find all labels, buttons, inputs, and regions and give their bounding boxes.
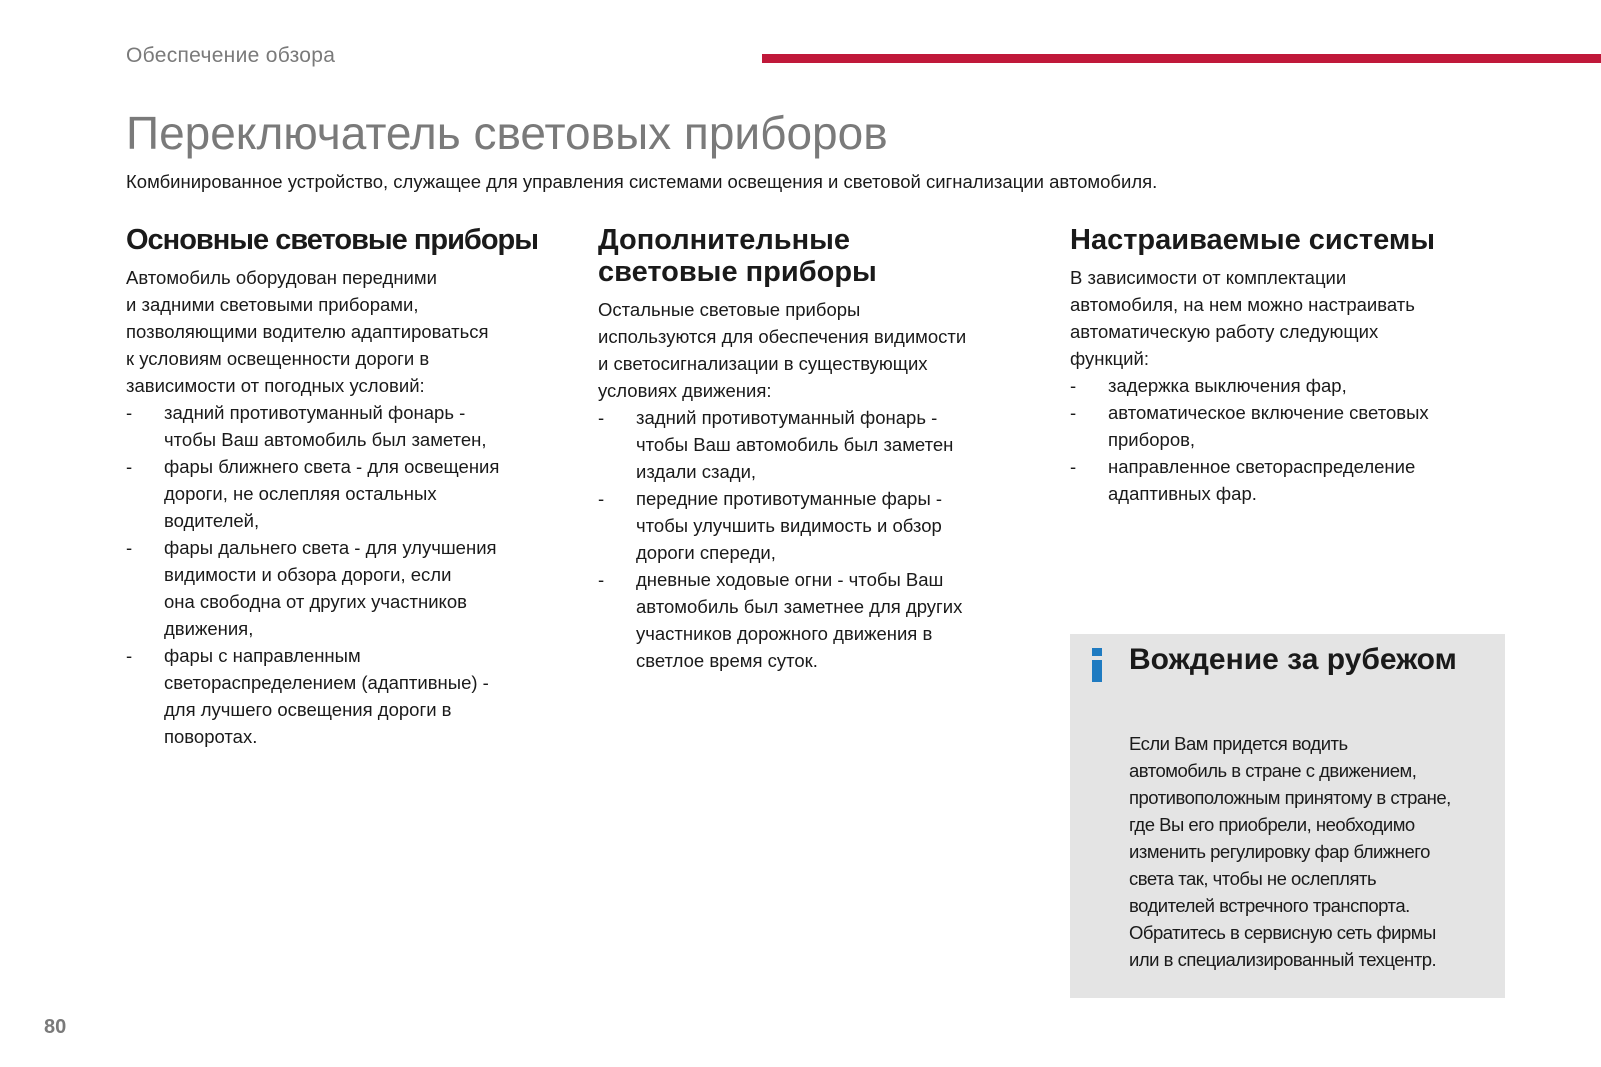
- column-paragraph: [598, 296, 1038, 404]
- list-item-line: видимости и обзора дороги, если: [164, 564, 452, 585]
- list-item-text: [164, 402, 487, 450]
- list-item-line: чтобы Ваш автомобиль был заметен,: [164, 429, 487, 450]
- dash-bullet: -: [126, 645, 133, 666]
- list-item-line: для лучшего освещения дороги в: [164, 699, 452, 720]
- column-heading: [598, 224, 1038, 288]
- list-item-text: [1108, 402, 1429, 450]
- list-item: [126, 453, 566, 534]
- paragraph-line: В зависимости от комплектации: [1070, 267, 1347, 288]
- list-item-text: [1108, 375, 1347, 396]
- info-text-line: света так, чтобы не ослеплять: [1129, 868, 1377, 889]
- paragraph-line: и задними световыми приборами,: [126, 294, 419, 315]
- list-item-text: [636, 569, 962, 671]
- list-item-line: задний противотуманный фонарь -: [636, 407, 938, 428]
- heading-line: Основные световые приборы: [126, 224, 539, 256]
- list-item: [1070, 372, 1510, 399]
- list-item-line: дороги, не ослепляя остальных: [164, 483, 437, 504]
- info-text-line: противоположным принятому в стране,: [1129, 787, 1451, 808]
- header-accent-bar: [762, 54, 1601, 63]
- paragraph-line: автоматическую работу следующих: [1070, 321, 1379, 342]
- intro-text: Комбинированное устройство, служащее для управления системами освещения и световой сигнализации автомобиля.: [126, 171, 1158, 192]
- info-box-title: Вождение за рубежом: [1129, 643, 1457, 676]
- list-item: [1070, 453, 1510, 507]
- list-item-line: чтобы улучшить видимость и обзор: [636, 515, 942, 536]
- list-item-line: передние противотуманные фары -: [636, 488, 943, 509]
- list-item: [598, 566, 1038, 674]
- column-additional-lights: [598, 224, 1038, 674]
- list-item-line: фары дальнего света - для улучшения: [164, 537, 497, 558]
- list-item-line: дороги спереди,: [636, 542, 776, 563]
- section-label: Обеспечение обзора: [126, 44, 336, 67]
- list-item-line: задержка выключения фар,: [1108, 375, 1347, 396]
- paragraph-line: и светосигнализации в существующих: [598, 353, 928, 374]
- column-list: [1070, 372, 1510, 507]
- list-item-text: [164, 456, 499, 531]
- list-item-line: дневные ходовые огни - чтобы Ваш: [636, 569, 944, 590]
- paragraph-line: к условиям освещенности дороги в: [126, 348, 430, 369]
- column-paragraph: [126, 264, 566, 399]
- list-item: [126, 642, 566, 750]
- list-item-line: задний противотуманный фонарь -: [164, 402, 466, 423]
- list-item-line: поворотах.: [164, 726, 258, 747]
- list-item-text: [164, 537, 497, 639]
- list-item-line: чтобы Ваш автомобиль был заметен: [636, 434, 954, 455]
- list-item: [126, 399, 566, 453]
- info-icon: [1090, 648, 1104, 684]
- dash-bullet: -: [1070, 402, 1077, 423]
- paragraph-line: используются для обеспечения видимости: [598, 326, 967, 347]
- list-item-line: адаптивных фар.: [1108, 483, 1257, 504]
- paragraph-line: зависимости от погодных условий:: [126, 375, 425, 396]
- list-item-line: участников дорожного движения в: [636, 623, 933, 644]
- list-item-text: [636, 407, 953, 482]
- info-box: [1070, 634, 1505, 998]
- list-item-text: [1108, 456, 1415, 504]
- dash-bullet: -: [1070, 375, 1077, 396]
- dash-bullet: -: [1070, 456, 1077, 477]
- heading-line: Настраиваемые системы: [1070, 224, 1436, 256]
- list-item-line: фары ближнего света - для освещения: [164, 456, 500, 477]
- list-item-line: автомобиль был заметнее для других: [636, 596, 963, 617]
- heading-line: световые приборы: [598, 256, 877, 288]
- list-item-line: издали сзади,: [636, 461, 757, 482]
- list-item-text: [164, 645, 489, 747]
- info-text-line: автомобиль в стране с движением,: [1129, 760, 1417, 781]
- list-item-line: водителей,: [164, 510, 260, 531]
- dash-bullet: -: [126, 456, 133, 477]
- list-item-line: она свободна от других участников: [164, 591, 467, 612]
- paragraph-line: условиях движения:: [598, 380, 772, 401]
- info-text-line: изменить регулировку фар ближнего: [1129, 841, 1430, 862]
- paragraph-line: позволяющими водителю адаптироваться: [126, 321, 489, 342]
- heading-line: Дополнительные: [598, 224, 850, 256]
- list-item: [598, 485, 1038, 566]
- column-list: [126, 399, 566, 750]
- dash-bullet: -: [598, 407, 605, 428]
- info-icon-stem: [1092, 660, 1102, 682]
- dash-bullet: -: [598, 569, 605, 590]
- info-text-line: где Вы его приобрели, необходимо: [1129, 814, 1415, 835]
- list-item-line: направленное светораспределение: [1108, 456, 1416, 477]
- info-icon-dot: [1092, 648, 1102, 656]
- list-item-line: автоматическое включение световых: [1108, 402, 1429, 423]
- list-item: [1070, 399, 1510, 453]
- column-main-lights: [126, 224, 566, 750]
- paragraph-line: Остальные световые приборы: [598, 299, 861, 320]
- column-list: [598, 404, 1038, 674]
- info-text-line: водителей встречного транспорта.: [1129, 895, 1410, 916]
- paragraph-line: Автомобиль оборудован передними: [126, 267, 437, 288]
- dash-bullet: -: [126, 537, 133, 558]
- list-item-text: [636, 488, 942, 563]
- info-text-line: или в специализированный техцентр.: [1129, 949, 1437, 970]
- list-item: [598, 404, 1038, 485]
- list-item-line: светлое время суток.: [636, 650, 818, 671]
- list-item-line: приборов,: [1108, 429, 1196, 450]
- dash-bullet: -: [598, 488, 605, 509]
- info-text-line: Если Вам придется водить: [1129, 733, 1348, 754]
- list-item-line: светораспределением (адаптивные) -: [164, 672, 489, 693]
- page-number: 80: [44, 1016, 67, 1038]
- dash-bullet: -: [126, 402, 133, 423]
- column-heading: [126, 224, 566, 256]
- paragraph-line: автомобиля, на нем можно настраивать: [1070, 294, 1415, 315]
- column-paragraph: [1070, 264, 1510, 372]
- list-item-line: фары с направленным: [164, 645, 361, 666]
- list-item: [126, 534, 566, 642]
- info-box-text: [1129, 730, 1499, 973]
- page-title: Переключатель световых приборов: [126, 107, 888, 159]
- paragraph-line: функций:: [1070, 348, 1149, 369]
- info-text-line: Обратитесь в сервисную сеть фирмы: [1129, 922, 1436, 943]
- column-configurable-systems: [1070, 224, 1510, 507]
- list-item-line: движения,: [164, 618, 254, 639]
- column-heading: [1070, 224, 1510, 256]
